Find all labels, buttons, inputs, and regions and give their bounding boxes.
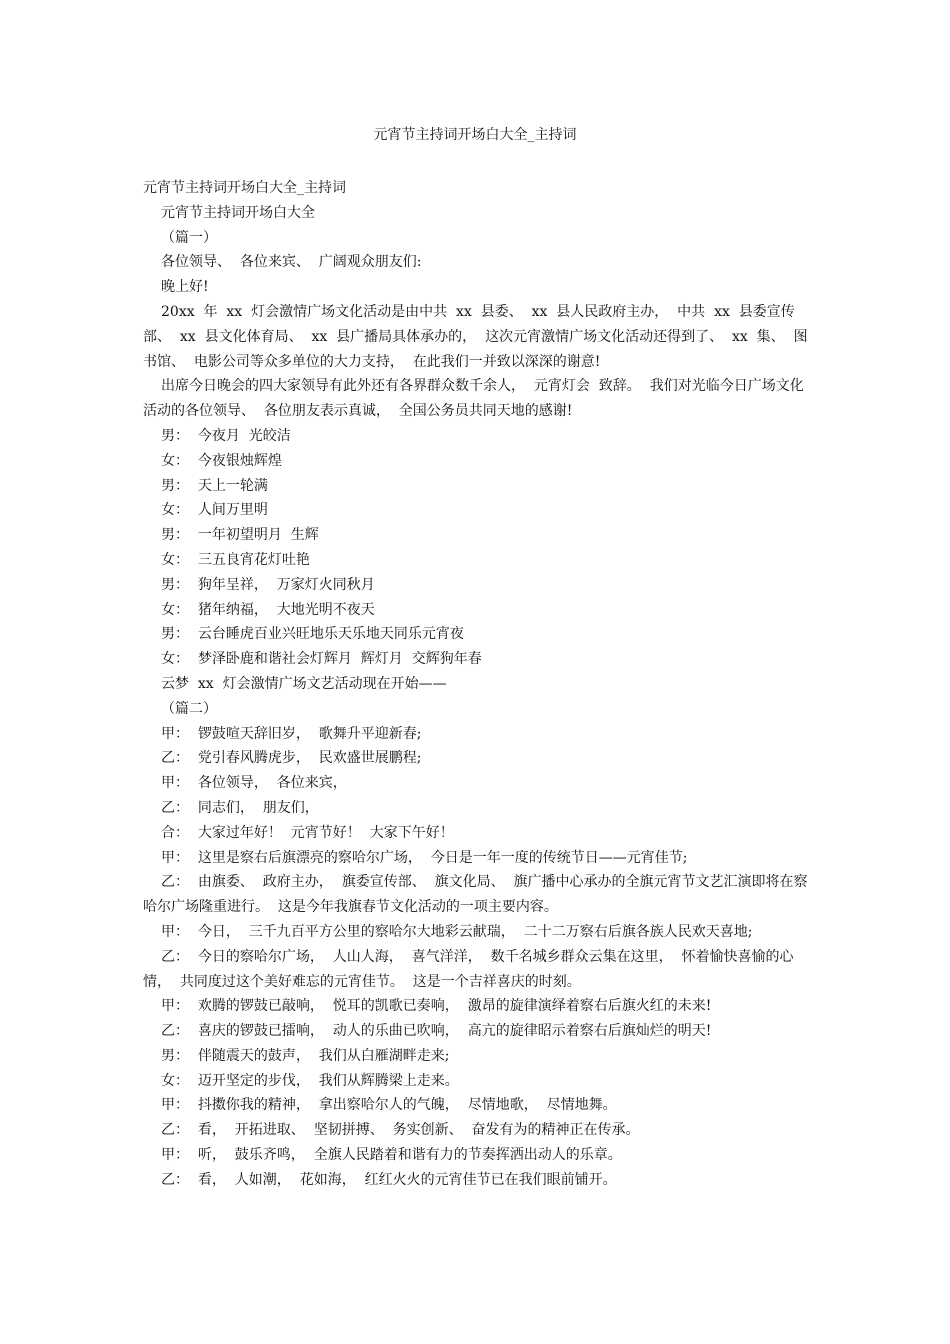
body-paragraph: 乙： 喜庆的锣鼓已擂响， 动人的乐曲已吹响， 高亢的旋律昭示着察右后旗灿烂的明天! xyxy=(161,1023,712,1040)
document-title: 元宵节主持词开场白大全_主持词 xyxy=(373,127,577,143)
body-paragraph: 女： 梦泽卧鹿和谐社会灯辉月 辉灯月 交辉狗年春 xyxy=(161,651,482,668)
body-paragraph: 乙： 今日的察哈尔广场， 人山人海， 喜气洋洋， 数千名城乡群众云集在这里， 怀着愉快喜愉的心情， 共同度过这个美好难忘的元宵佳节。 这是一个吉祥喜庆的时刻。 xyxy=(143,948,794,990)
body-paragraph: 男： 伴随震天的鼓声， 我们从白雁湖畔走来; xyxy=(161,1047,450,1064)
body-paragraph: 女： 迈开坚定的步伐， 我们从辉腾梁上走来。 xyxy=(161,1072,459,1089)
body-paragraph: 甲： 锣鼓喧天辞旧岁， 歌舞升平迎新春; xyxy=(161,725,422,742)
body-paragraph: 女： 猪年纳福， 大地光明不夜天 xyxy=(161,601,375,618)
body-paragraph: 乙： 由旗委、 政府主办， 旗委宣传部、 旗文化局、 旗广播中心承办的全旗元宵节文艺汇演即将在察哈尔广场隆重进行。 这是今年我旗春节文化活动的一项主要内容。 xyxy=(143,874,808,916)
body-paragraph: 甲： 这里是察右后旗漂亮的察哈尔广场， 今日是一年一度的传统节日——元宵佳节; xyxy=(161,849,688,866)
body-paragraph: 甲： 抖擞你我的精神， 拿出察哈尔人的气魄， 尽情地歌， 尽情地舞。 xyxy=(161,1097,617,1114)
body-paragraph: 男： 今夜月 光皎洁 xyxy=(161,427,291,444)
body-paragraph: 女： 人间万里明 xyxy=(161,502,268,519)
body-paragraph: 乙： 看， 开拓进取、 坚韧拼搏、 务实创新、 奋发有为的精神正在传承。 xyxy=(161,1122,640,1139)
body-paragraph: 女： 今夜银烛辉煌 xyxy=(161,452,282,469)
body-paragraph: 云梦 xx 灯会激情广场文艺活动现在开始—— xyxy=(161,675,447,692)
body-paragraph: 出席今日晚会的四大家领导有此外还有各界群众数千余人， 元宵灯会 致辞。 我们对光临今日广场文化活动的各位领导、 各位朋友表示真诚， 全国公务员共同天地的感谢! xyxy=(143,378,804,420)
body-paragraph: 甲： 欢腾的锣鼓已敲响， 悦耳的凯歌已奏响， 激昂的旋律演绎着察右后旗火红的未来! xyxy=(161,998,712,1015)
body-paragraph: 乙： 同志们， 朋友们， xyxy=(161,799,319,816)
body-paragraph: 合： 大家过年好！ 元宵节好！ 大家下午好！ xyxy=(161,824,454,841)
body-paragraph: 女： 三五良宵花灯吐艳 xyxy=(161,551,310,568)
body-paragraph: 男： 狗年呈祥， 万家灯火同秋月 xyxy=(161,576,375,593)
body-paragraph: 男： 天上一轮满 xyxy=(161,477,268,494)
body-paragraph: 20xx 年 xx 灯会激情广场文化活动是由中共 xx 县委、 xx 县人民政府主办， 中共 xx 县委宣传部、 xx 县文化体育局、 xx 县广播局具体承办的， 这次元宵激情广场文化活动还得到了、 xx 集、 图书馆、 电影公司等众多单位的大力支持， 在此我们一并致以深深的谢意! xyxy=(143,303,808,370)
body-paragraph: 乙： 党引春风腾虎步， 民欢盛世展鹏程; xyxy=(161,750,422,767)
document-body xyxy=(143,176,809,1193)
body-paragraph: 乙： 看， 人如潮， 花如海， 红红火火的元宵佳节已在我们眼前铺开。 xyxy=(161,1171,617,1188)
body-paragraph: 元宵节主持词开场白大全 xyxy=(161,204,315,221)
body-paragraph: 男： 云台睡虎百业兴旺地乐天乐地天同乐元宵夜 xyxy=(161,626,464,643)
body-paragraph: （篇二） xyxy=(161,700,217,717)
body-paragraph: 甲： 今日， 三千九百平方公里的察哈尔大地彩云献瑞， 二十二万察右后旗各族人民欢天喜地; xyxy=(161,923,753,940)
body-paragraph: 甲： 听， 鼓乐齐鸣， 全旗人民踏着和谐有力的节奏挥洒出动人的乐章。 xyxy=(161,1147,622,1164)
body-paragraph: 各位领导、 各位来宾、 广阔观众朋友们: xyxy=(161,254,422,271)
body-paragraph: 元宵节主持词开场白大全_主持词 xyxy=(143,180,346,196)
body-paragraph: 晚上好! xyxy=(161,279,209,296)
body-paragraph: 甲： 各位领导， 各位来宾， xyxy=(161,775,347,792)
body-paragraph: 男： 一年初望明月 生辉 xyxy=(161,527,319,544)
body-paragraph: （篇一） xyxy=(161,229,217,246)
